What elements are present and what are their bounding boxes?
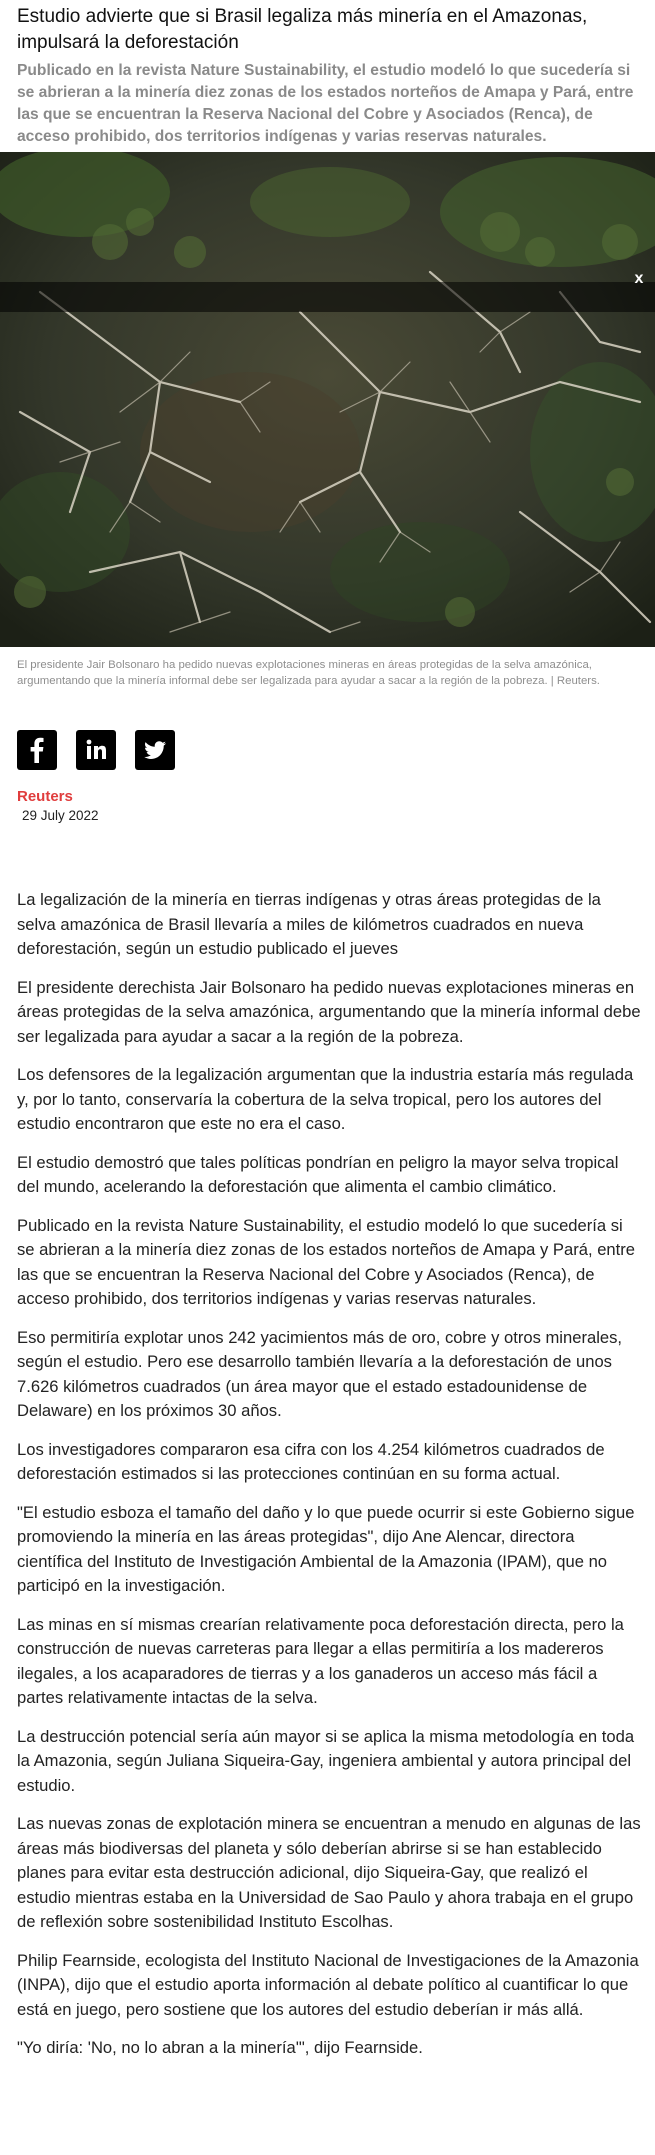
article-paragraph: "El estudio esboza el tamaño del daño y lo que puede ocurrir si este Gobierno sigue promoviendo la minería en las áreas protegidas", dijo Ane Alencar, directora científica del Instituto de Investigación Ambiental de la Amazonia (IPAM), que no participó en la investigación. [17,1502,635,1595]
article-headline: Estudio advierte que si Brasil legaliza más minería en el Amazonas, impulsará la deforestación [17,6,588,53]
facebook-icon [17,730,57,770]
article-paragraph: La destrucción potencial sería aún mayor si se aplica la misma metodología en toda la Amazonia, según Juliana Siqueira-Gay, ingeniera ambiental y autora principal del estudio. [17,1726,635,1795]
article-paragraph: Los investigadores compararon esa cifra con los 4.254 kilómetros cuadrados de deforestación estimados si las protecciones continúan en su forma actual. [17,1439,605,1483]
article-paragraph: El presidente derechista Jair Bolsonaro ha pedido nuevas explotaciones mineras en áreas protegidas de la selva amazónica, argumentando que la minería informal debe ser legalizada para ayudar a sacar a la región de la pobreza. [17,977,641,1046]
article-date: 29 July 2022 [22,808,99,823]
article-paragraph: Las nuevas zonas de explotación minera se encuentran a menudo en algunas de las áreas más biodiversas del planeta y sólo deberían abrirse si se han establecido planes para evitar esta destrucción adicional, dijo Siqueira-Gay, que realizó el estudio mientras estaba en la Universidad de Sao Paulo y ahora trabaja en el grupo de reflexión sobre sostenibilidad Instituto Escolhas. [17,1814,641,1931]
twitter-icon [135,730,175,770]
close-icon[interactable]: x [634,270,644,287]
hero-image [0,152,655,647]
article-body [17,888,643,2075]
article-source[interactable]: Reuters [17,788,73,805]
linkedin-icon [76,730,116,770]
article-paragraph: Philip Fearnside, ecologista del Instituto Nacional de Investigaciones de la Amazonia (INPA), dijo que el estudio aporta información al debate político al cuantificar lo que está en juego, pero sostiene que los autores del estudio deberían ir más allá. [17,1950,639,2019]
article-paragraph: Eso permitiría explotar unos 242 yacimientos más de oro, cobre y otros minerales, según el estudio. Pero ese desarrollo también llevaría a la deforestación de unos 7.626 kilómetros cuadrados (un área mayor que el estado estadounidense de Delaware) en los próximos 30 años. [17,1327,623,1420]
deforestation-aerial-photo [0,152,655,647]
twitter-share-button[interactable] [135,730,175,770]
linkedin-share-button[interactable] [76,730,116,770]
facebook-share-button[interactable] [17,730,57,770]
article-deck: Publicado en la revista Nature Sustainability, el estudio modeló lo que sucedería si se abrieran a la minería diez zonas de los estados norteños de Amapa y Pará, entre las que se encuentran la Reserva Nacional del Cobre y Asociados (Renca), de acceso prohibido, dos territorios indígenas y varias reservas naturales. [17,62,634,145]
article-paragraph: Publicado en la revista Nature Sustainability, el estudio modeló lo que sucedería si se abrieran a la minería diez zonas de los estados norteños de Amapa y Pará, entre las que se encuentran la Reserva Nacional del Cobre y Asociados (Renca), de acceso prohibido, dos territorios indígenas y varias reservas naturales. [17,1215,636,1308]
article-paragraph: La legalización de la minería en tierras indígenas y otras áreas protegidas de la selva amazónica de Brasil llevaría a miles de kilómetros cuadrados en nueva deforestación, según un estudio publicado el jueves [17,890,601,958]
article-paragraph: Las minas en sí mismas crearían relativamente poca deforestación directa, pero la construcción de nuevas carreteras para llegar a ellas permitiría a los madereros ilegales, a los acaparadores de tierras y a los ganaderos un acceso más fácil a partes relativamente intactas de la selva. [17,1614,624,1707]
article-paragraph: El estudio demostró que tales políticas pondrían en peligro la mayor selva tropical del mundo, acelerando la deforestación que alimenta el cambio climático. [17,1152,619,1196]
image-caption: El presidente Jair Bolsonaro ha pedido nuevas explotaciones mineras en áreas protegidas de la selva amazónica, argumentando que la minería informal debe ser legalizada para ayudar a sacar a la región de la pobreza. | Reuters. [17,659,600,687]
article-paragraph: "Yo diría: 'No, no lo abran a la minería'", dijo Fearnside. [17,2038,423,2057]
image-overlay-band [0,282,655,312]
article-paragraph: Los defensores de la legalización argumentan que la industria estaría más regulada y, por lo tanto, conservaría la cobertura de la selva tropical, pero los autores del estudio encontraron que este no era el caso. [17,1065,634,1133]
